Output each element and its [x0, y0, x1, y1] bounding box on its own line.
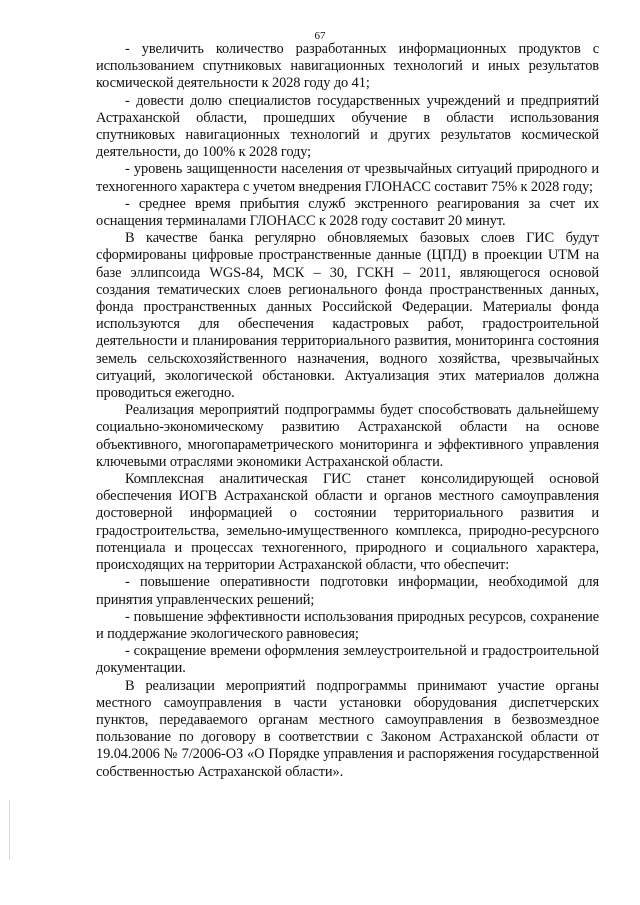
bullet-information-efficiency: - повышение оперативности подготовки информации, необходимой для принятия управленческих решений; — [96, 574, 599, 608]
bullet-info-products: - увеличить количество разработанных информационных продуктов с использованием спутниковых навигационных технологий и иных результатов космической деятельности к 2028 году до 41; — [96, 41, 599, 92]
bullet-population-protection: - уровень защищенности населения от чрезвычайных ситуаций природного и техногенного характера с учетом внедрения ГЛОНАСС составит 75% к 2028 году; — [96, 161, 599, 195]
document-body — [96, 41, 599, 781]
bullet-natural-resources: - повышение эффективности использования природных ресурсов, сохранение и поддержание экологического равновесия; — [96, 608, 599, 642]
paragraph-local-government: В реализации мероприятий подпрограммы принимают участие органы местного самоуправления в части установки оборудования диспетчерских пунктов, передаваемого органам местного самоуправления в безвозмездное пользование по договору в соответствии с Законом Астраханской области от 19.04.2006 № 7/2006-ОЗ «О Порядке управления и распоряжения государственной собственностью Астраханской области». — [96, 677, 599, 780]
bullet-specialists-training: - довести долю специалистов государственных учреждений и предприятий Астраханской области, прошедших обучение в области использования спутниковых навигационных технологий и других результатов космической деятельности, до 100% к 2028 году; — [96, 92, 599, 161]
page-number: 67 — [314, 30, 326, 42]
scan-margin-line — [9, 800, 10, 860]
paragraph-subprogram-implementation: Реализация мероприятий подпрограммы будет способствовать дальнейшему социально-экономическому развитию Астраханской области на основе объективного, многопараметрического мониторинга и эффективного управления ключевыми отраслями экономики Астраханской области. — [96, 402, 599, 470]
paragraph-analytical-gis: Комплексная аналитическая ГИС станет консолидирующей основой обеспечения ИОГВ Астраханской области и органов местного самоуправления достоверной информацией о состоянии территориального развития и градостроительства, земельно-имущественного комплекса, природно-ресурсного потенциала и процессах техногенного, природного и социального характера, происходящих на территории Астраханской области, что обеспечит: — [96, 471, 599, 574]
bullet-documentation-time: - сокращение времени оформления землеустроительной и градостроительной документации. — [96, 643, 599, 677]
paragraph-gis-base-layers: В качестве банка регулярно обновляемых базовых слоев ГИС будут сформированы цифровые пространственные данные (ЦПД) в проекции UTM на базе эллипсоида WGS-84, МСК – 30, ГСКН – 2011, являющегося основой создания тематических слоев регионального фонда пространственных данных, фонда пространственных данных Российской Федерации. Материалы фонда используются для обеспечения кадастровых работ, градостроительной деятельности и планирования территориального развития, мониторинга состояния земель сельскохозяйственного назначения, водного хозяйства, чрезвычайных ситуаций, экологической обстановки. Актуализация этих материалов должна проводиться ежегодно. — [96, 230, 599, 402]
bullet-response-time: - среднее время прибытия служб экстренного реагирования за счет их оснащения терминалами ГЛОНАСС к 2028 году составит 20 минут. — [96, 195, 599, 230]
